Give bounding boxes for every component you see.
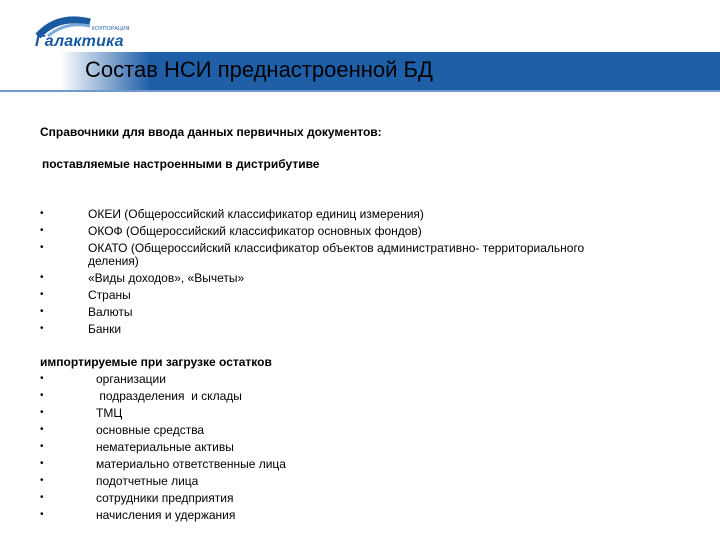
bullet-icon: • bbox=[40, 242, 44, 253]
bullet-icon: • bbox=[40, 407, 44, 418]
list-item: организации bbox=[96, 372, 166, 386]
list-item: подразделения и склады bbox=[96, 389, 242, 403]
bullet-icon: • bbox=[40, 306, 44, 317]
list-item: материально ответственные лица bbox=[96, 457, 286, 471]
list-item: ТМЦ bbox=[96, 406, 123, 420]
bullet-icon: • bbox=[40, 458, 44, 469]
slide-title: Состав НСИ преднастроенной БД bbox=[85, 57, 433, 82]
galaktika-logo bbox=[30, 12, 130, 52]
main-heading: Справочники для ввода данных первичных документов: bbox=[40, 125, 382, 139]
list-item: нематериальные активы bbox=[96, 440, 234, 454]
list-item: начисления и удержания bbox=[96, 508, 236, 522]
list-item-continuation: деления) bbox=[88, 254, 139, 268]
list-item: ОКЕИ (Общероссийский классификатор единиц измерения) bbox=[88, 207, 424, 221]
list-item: ОКАТО (Общероссийский классификатор объектов административно- территориального bbox=[88, 241, 585, 255]
list-item: сотрудники предприятия bbox=[96, 491, 234, 505]
list-item: подотчетные лица bbox=[96, 474, 199, 488]
list-item: Валюты bbox=[88, 305, 133, 319]
bullet-icon: • bbox=[40, 424, 44, 435]
section2-heading: импортируемые при загрузке остатков bbox=[40, 355, 272, 369]
list-item: основные средства bbox=[96, 423, 205, 437]
bullet-icon: • bbox=[40, 492, 44, 503]
bullet-icon: • bbox=[40, 225, 44, 236]
list-item: Страны bbox=[88, 288, 131, 302]
bullet-icon: • bbox=[40, 441, 44, 452]
bullet-icon: • bbox=[40, 208, 44, 219]
title-divider bbox=[0, 90, 720, 92]
bullet-icon: • bbox=[40, 323, 44, 334]
bullet-icon: • bbox=[40, 272, 44, 283]
bullet-icon: • bbox=[40, 373, 44, 384]
logo-corp-text: КОРПОРАЦИЯ bbox=[92, 26, 130, 32]
section1-heading: поставляемые настроенными в дистрибутиве bbox=[42, 157, 320, 171]
list-item: «Виды доходов», «Вычеты» bbox=[88, 271, 245, 285]
logo-brand-text: Галактика bbox=[35, 33, 124, 50]
bullet-icon: • bbox=[40, 390, 44, 401]
bullet-icon: • bbox=[40, 289, 44, 300]
list-item: ОКОФ (Общероссийский классификатор основных фондов) bbox=[88, 224, 422, 238]
bullet-icon: • bbox=[40, 509, 44, 520]
bullet-icon: • bbox=[40, 475, 44, 486]
list-item: Банки bbox=[88, 322, 122, 336]
